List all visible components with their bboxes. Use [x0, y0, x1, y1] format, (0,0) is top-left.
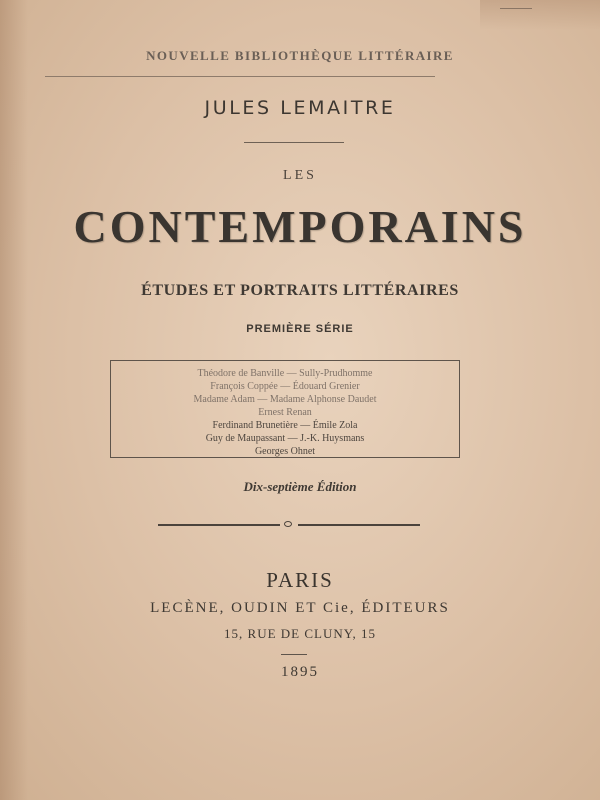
ornament-line-right	[298, 524, 420, 526]
contents-box	[110, 360, 460, 458]
edition-label: Dix-septième Édition	[243, 479, 357, 494]
ornament-line-left	[158, 524, 280, 526]
contents-line: François Coppée — Édouard Grenier	[210, 381, 360, 392]
corner-mark	[500, 8, 532, 9]
series-title: NOUVELLE BIBLIOTHÈQUE LITTÉRAIRE	[146, 48, 454, 63]
contents-line: Ferdinand Brunetière — Émile Zola	[212, 420, 358, 431]
book-title: CONTEMPORAINS	[73, 201, 527, 252]
ornament-divider	[158, 520, 420, 530]
contents-line: Madame Adam — Madame Alphonse Daudet	[193, 394, 377, 405]
volume-label: PREMIÈRE SÉRIE	[246, 323, 354, 335]
contents-line: Théodore de Banville — Sully-Prudhomme	[197, 368, 373, 379]
series-rule	[45, 76, 435, 77]
year-rule	[281, 654, 307, 655]
book-subtitle: ÉTUDES ET PORTRAITS LITTÉRAIRES	[141, 282, 459, 299]
spine-shadow	[0, 0, 28, 800]
title-prefix: LES	[283, 168, 317, 183]
imprint-year: 1895	[281, 664, 319, 680]
imprint-publisher: LECÈNE, OUDIN ET Cie, ÉDITEURS	[150, 600, 450, 616]
page-corner-shading	[480, 0, 600, 30]
ornament-dot	[284, 521, 292, 527]
contents-line: Georges Ohnet	[254, 446, 316, 457]
contents-line: Ernest Renan	[258, 407, 312, 418]
author-rule	[244, 142, 344, 143]
imprint-place: PARIS	[266, 568, 334, 592]
contents-line: Guy de Maupassant — J.-K. Huysmans	[205, 433, 365, 444]
author-name: JULES LEMAITRE	[204, 97, 396, 119]
imprint-address: 15, RUE DE CLUNY, 15	[224, 626, 376, 641]
